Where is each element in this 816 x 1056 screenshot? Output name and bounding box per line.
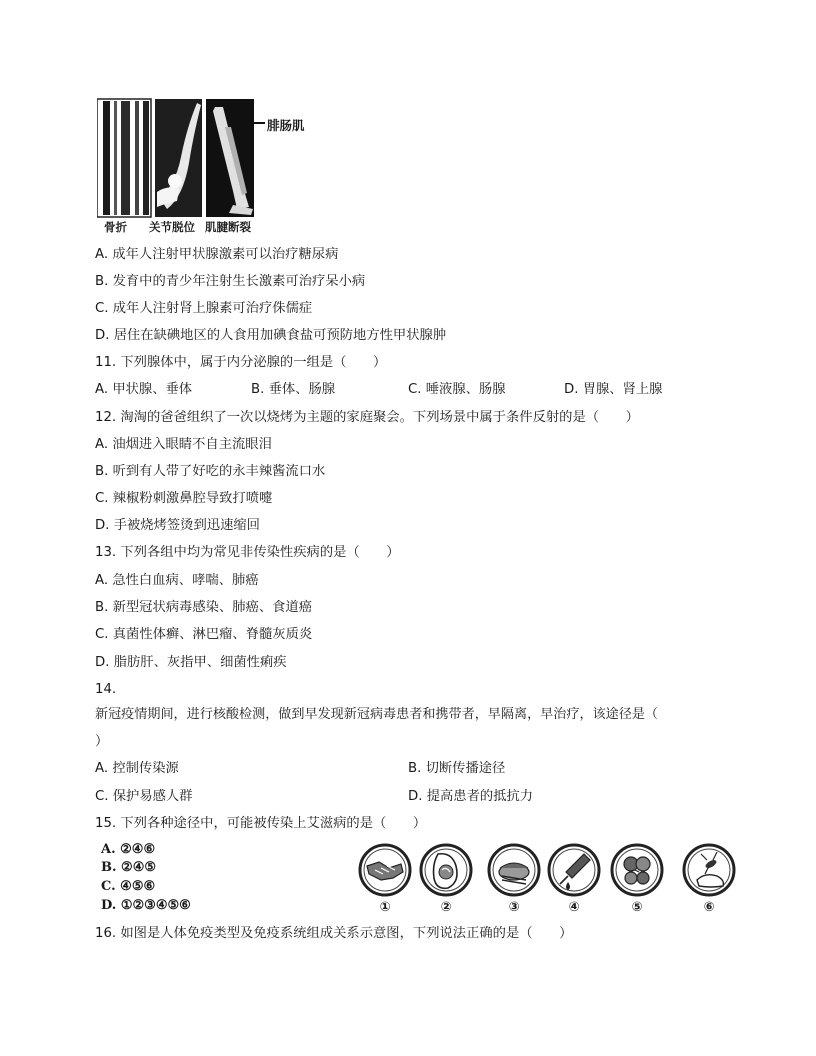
q14-stem-line1: 新冠疫情期间，进行核酸检测，做到早发现新冠病毒患者和携带者，早隔离，早治疗，该途径是（ (95, 707, 659, 722)
icon-number-5: ⑤ (631, 900, 643, 915)
q11-stem: 11. 下列腺体中，属于内分泌腺的一组是（ ） (95, 355, 387, 370)
q15-option-a: A. ②④⑥ (101, 842, 156, 857)
icon-number-1: ① (379, 900, 391, 915)
muscle-label: 腓肠肌 (267, 118, 305, 133)
q15-stem: 15. 下列各种途径中，可能被传染上艾滋病的是（ ） (95, 816, 427, 831)
caption-tendon-rupture: 肌腱断裂 (205, 220, 251, 234)
q15-option-b: B. ②④⑤ (101, 860, 157, 875)
q16-stem: 16. 如图是人体免疫类型及免疫系统组成关系示意图，下列说法正确的是（ ） (95, 926, 573, 941)
q11-option-a: A. 甲状腺、垂体 (95, 382, 193, 397)
q13-option-c: C. 真菌性体癣、淋巴瘤、脊髓灰质炎 (95, 627, 313, 642)
icon-number-3: ③ (508, 900, 520, 915)
q12-option-d: D. 手被烧烤签烫到迅速缩回 (95, 518, 260, 533)
q10-option-a: A. 成年人注射甲状腺激素可以治疗糖尿病 (95, 247, 339, 262)
syringe-icon (546, 842, 602, 920)
tendon-rupture-xray-image (206, 99, 265, 217)
pregnant-mother-icon (418, 842, 474, 920)
q10-option-d: D. 居住在缺碘地区的人食用加碘食盐可预防地方性甲状腺肿 (95, 328, 447, 343)
q10-option-c: C. 成年人注射肾上腺素可治疗侏儒症 (95, 301, 313, 316)
q13-option-d: D. 脂肪肝、灰指甲、细菌性痢疾 (95, 655, 287, 670)
icon-number-4: ④ (568, 900, 580, 915)
q11-option-c: C. 唾液腺、肠腺 (408, 382, 506, 397)
handshake-icon (357, 842, 413, 920)
q12-option-c: C. 辣椒粉刺激鼻腔导致打喷嚏 (95, 491, 273, 506)
q15-option-d: D. ①②③④⑤⑥ (101, 898, 191, 913)
sexual-contact-icon (609, 842, 665, 920)
q14-option-b: B. 切断传播途径 (408, 761, 506, 776)
caption-fracture: 骨折 (104, 220, 127, 234)
q10-option-b: B. 发育中的青少年注射生长激素可治疗呆小病 (95, 274, 366, 289)
q12-option-a: A. 油烟进入眼睛不自主流眼泪 (95, 437, 272, 452)
caption-dislocation: 关节脱位 (149, 220, 195, 234)
shared-meal-icon (486, 842, 542, 920)
q14-option-d: D. 提高患者的抵抗力 (408, 789, 534, 804)
dislocation-xray-image (155, 99, 202, 217)
q14-option-a: A. 控制传染源 (95, 761, 179, 776)
q11-option-b: B. 垂体、肠腺 (251, 382, 336, 397)
q15-option-c: C. ④⑤⑥ (101, 879, 156, 894)
q13-option-a: A. 急性白血病、哮喘、肺癌 (95, 573, 259, 588)
q14-option-c: C. 保护易感人群 (95, 789, 193, 804)
mosquito-bite-icon (681, 842, 737, 920)
q14-stem-line2: ） (95, 734, 109, 749)
icon-number-2: ② (440, 900, 452, 915)
q12-option-b: B. 听到有人带了好吃的永丰辣酱流口水 (95, 464, 326, 479)
q12-stem: 12. 淘淘的爸爸组织了一次以烧烤为主题的家庭聚会。下列场景中属于条件反射的是（ ） (95, 410, 639, 425)
q14-number: 14. (95, 682, 117, 697)
q11-option-d: D. 胃腺、肾上腺 (564, 382, 663, 397)
q13-stem: 13. 下列各组中均为常见非传染性疾病的是（ ） (95, 545, 400, 560)
fracture-xray-image (97, 99, 151, 217)
icon-number-6: ⑥ (703, 900, 715, 915)
q13-option-b: B. 新型冠状病毒感染、肺癌、食道癌 (95, 600, 313, 615)
